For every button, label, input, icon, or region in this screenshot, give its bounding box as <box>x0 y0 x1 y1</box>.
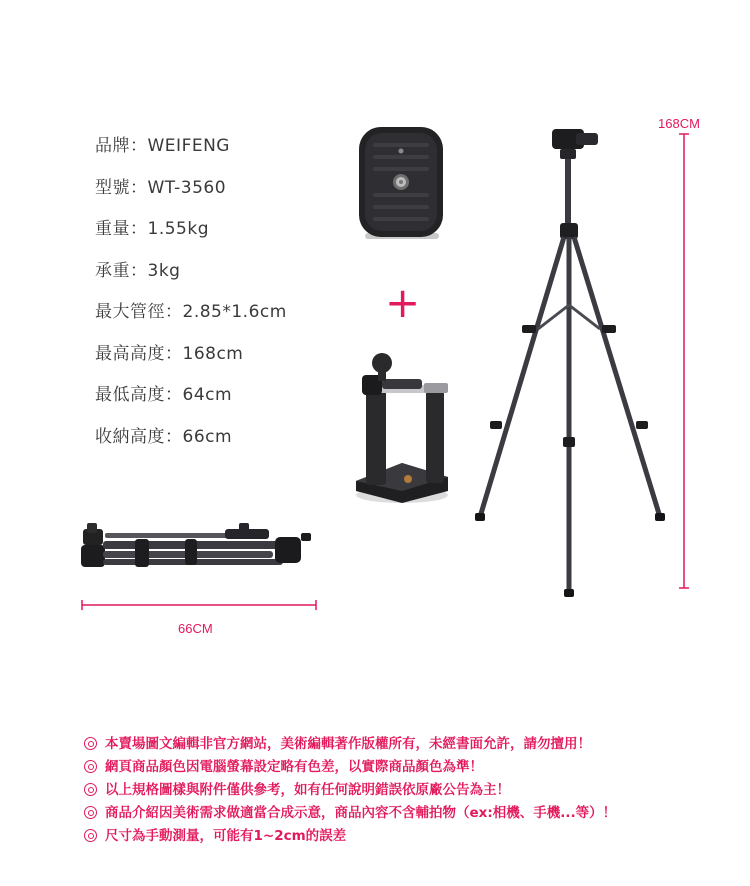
note-text: 商品介紹因美術需求做適當合成示意，商品內容不含輔拍物（ex:相機、手機...等）！ <box>105 804 617 821</box>
folded-dimension-line <box>80 598 320 612</box>
circle-bullet-icon <box>84 737 97 750</box>
circle-bullet-icon <box>84 829 97 842</box>
circle-bullet-icon <box>84 806 97 819</box>
note-item <box>84 824 616 847</box>
note-text: 網頁商品顏色因電腦螢幕設定略有色差，以實際商品顏色為準！ <box>105 758 483 775</box>
spec-weight: 重量：1.55kg <box>95 219 209 239</box>
spec-max-height: 最高高度：168cm <box>95 343 244 364</box>
note-text: 本賣場圖文編輯非官方網站，美術編輯著作版權所有，未經書面允許，請勿擅用！ <box>105 735 591 752</box>
note-item <box>84 778 616 801</box>
note-item <box>84 732 616 755</box>
folded-dimension-label: 66CM <box>178 621 213 636</box>
spec-min-height: 最低高度：64cm <box>95 385 233 405</box>
height-dimension-line <box>676 132 692 592</box>
note-text: 以上規格圖樣與附件僅供參考，如有任何說明錯誤依原廠公告為主！ <box>105 781 510 798</box>
circle-bullet-icon <box>84 760 97 773</box>
phone-holder-image <box>352 345 452 507</box>
spec-folded-height: 收納高度：66cm <box>95 426 233 447</box>
note-text: 尺寸為手動測量，可能有1~2cm的誤差 <box>105 827 347 844</box>
note-item <box>84 801 616 824</box>
folded-tripod-image <box>75 515 325 575</box>
plus-sign: + <box>385 278 421 327</box>
quick-release-plate-image <box>355 125 450 245</box>
spec-tube-diameter: 最大管徑：2.85*1.6cm <box>95 302 287 322</box>
extended-tripod-image <box>470 125 670 600</box>
spec-load: 承重：3kg <box>95 260 181 281</box>
height-dimension-label: 168CM <box>658 116 700 131</box>
note-item <box>84 755 616 778</box>
circle-bullet-icon <box>84 783 97 796</box>
disclaimer-notes <box>84 732 616 847</box>
spec-model: 型號：WT-3560 <box>95 177 227 198</box>
spec-list <box>95 132 287 464</box>
spec-brand: 品牌：WEIFENG <box>95 136 230 156</box>
